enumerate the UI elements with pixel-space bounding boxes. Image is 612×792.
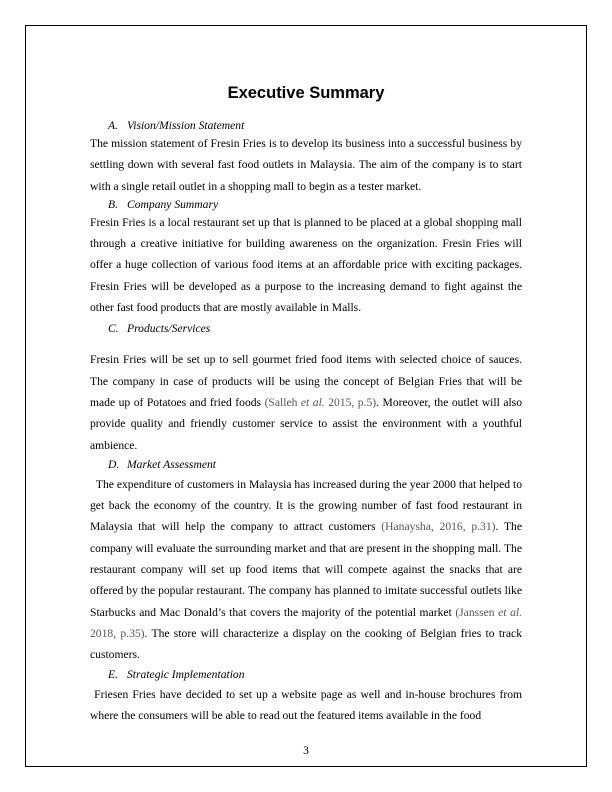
citation-part: (Janssen (455, 605, 499, 619)
section-text-vision: The mission statement of Fresin Fries is to develop its business into a successful business by settling down with several fast food outlets in Malaysia. The aim of the company is to start with a single retail outlet in a shopping mall to begin as a tester market. (90, 137, 522, 193)
section-letter: C. (108, 322, 119, 336)
section-text-company: Fresin Fries is a local restaurant set up that is planned to be placed at a global shopping mall through a creative initiative for building awareness on the organization. Fresin Fries will offer a huge collection of various food items at an affordable price with exciting packages. Fresin Fries will be developed as a purpose to the increasing demand to fight against the other fast food products that are mostly available in Malls. (90, 215, 522, 315)
section-text-market (90, 474, 525, 666)
section-title: Market Assessment (127, 457, 216, 471)
section-heading-products (90, 318, 522, 339)
citation-part: (Salleh (264, 395, 301, 409)
section-heading-company (90, 197, 522, 212)
section-title: Vision/Mission Statement (127, 119, 245, 132)
document-body (90, 118, 525, 726)
text-run: The expenditure of customers in Malaysia has increased during the year 2000 that helped to get back the economy of the country. It is the growing number of fast food restaurant in Malaysia that will help the company to attract customers (90, 477, 525, 534)
citation-hanaysha: (Hanaysha, 2016, p.31) (381, 520, 496, 534)
citation-part: 2015, p.5) (324, 395, 377, 409)
section-letter: E. (108, 667, 118, 681)
section-heading-strategy (90, 666, 522, 684)
citation-part: 2018, p.35) (90, 605, 525, 640)
text-run: . The company will evaluate the surrounding market and that are present in the shopping mall. The restaurant company will set up food items that will compete against the snacks that are offered by the popular restaurant. The company has planned to imitate successful outlets like Starbucks and Mac Donald’s that covers the majority of the potential market (90, 520, 525, 619)
citation-etal: et al. (300, 395, 325, 409)
citation-salleh (265, 396, 377, 409)
page-number: 3 (303, 744, 309, 757)
text-run: . The store will characterize a display on the cooking of Belgian fries to track customers. (90, 626, 525, 662)
section-text-products (90, 349, 522, 455)
section-spacer (90, 339, 522, 349)
section-title: Company Summary (127, 197, 219, 211)
page-title: Executive Summary (227, 84, 385, 102)
section-letter: A. (108, 119, 118, 132)
section-heading-vision (90, 118, 522, 133)
citation-etal: et al. (498, 605, 522, 619)
section-heading-market (90, 456, 522, 474)
text-run: . Moreover, the outlet will also provide quality and friendly customer service to assist the environment with a youthful ambience. (90, 395, 522, 452)
section-title: Strategic Implementation (127, 667, 245, 681)
section-title: Products/Services (127, 322, 211, 336)
section-text-strategy: Friesen Fries have decided to set up a website page as well and in-house brochures from where the consumers will be able to read out the featured items available in the food (90, 687, 525, 722)
section-letter: B. (108, 197, 118, 211)
text-run: Fresin Fries will be set up to sell gourmet fried food items with selected choice of sauces. The company in case of products will be using the concept of Belgian Fries that will be made up of Potatoes and fried foods (90, 353, 522, 409)
section-letter: D. (108, 457, 120, 471)
